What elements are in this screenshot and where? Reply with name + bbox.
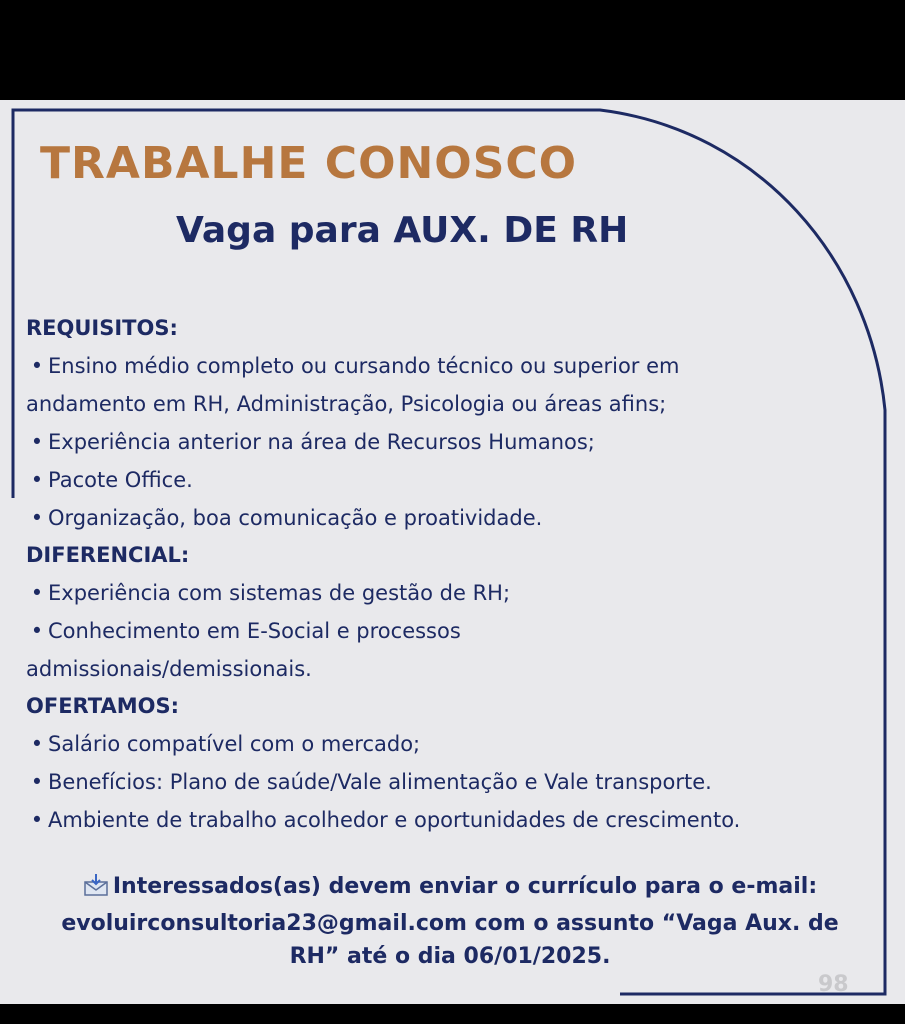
list-item-continuation: andamento em RH, Administração, Psicologia ou áreas afins;: [26, 392, 667, 416]
cta-line-2: evoluirconsultoria23@gmail.com com o assunto “Vaga Aux. de: [61, 911, 839, 936]
application-instructions: [10, 870, 890, 973]
bullet-icon: •: [30, 430, 44, 454]
bottom-black-bar: [0, 1004, 905, 1024]
bullet-icon: •: [30, 506, 44, 530]
section-heading-requisitos: REQUISITOS:: [26, 316, 178, 340]
bullet-icon: •: [30, 581, 44, 605]
list-item: • Experiência anterior na área de Recursos Humanos;: [26, 423, 856, 461]
bullet-icon: •: [30, 770, 44, 794]
page-number-watermark: 98: [818, 972, 849, 997]
cta-line-1: Interessados(as) devem enviar o currículo para o e-mail:: [10, 870, 890, 907]
list-item: • Ambiente de trabalho acolhedor e oportunidades de crescimento.: [26, 801, 856, 839]
section-heading-ofertamos: OFERTAMOS:: [26, 694, 179, 718]
list-item: • Experiência com sistemas de gestão de RH;: [26, 574, 856, 612]
bullet-icon: •: [30, 732, 44, 756]
job-details: [26, 310, 856, 839]
list-item-continuation: admissionais/demissionais.: [26, 657, 312, 681]
page-title: TRABALHE CONOSCO: [40, 138, 578, 189]
list-item: • Benefícios: Plano de saúde/Vale alimentação e Vale transporte.: [26, 763, 856, 801]
list-item: • Salário compatível com o mercado;: [26, 725, 856, 763]
list-item: • Pacote Office.: [26, 461, 856, 499]
bullet-icon: •: [30, 619, 44, 643]
bullet-icon: •: [30, 468, 44, 492]
list-item: • Conhecimento em E-Social e processos: [26, 612, 856, 650]
top-black-bar: [0, 0, 905, 100]
job-posting-card: [0, 100, 905, 1004]
job-subtitle: Vaga para AUX. DE RH: [176, 210, 629, 251]
section-heading-diferencial: DIFERENCIAL:: [26, 543, 190, 567]
list-item: • Organização, boa comunicação e proatividade.: [26, 499, 856, 537]
cta-line-3: RH” até o dia 06/01/2025.: [289, 944, 611, 969]
bullet-icon: •: [30, 354, 44, 378]
envelope-download-icon: [83, 873, 109, 907]
list-item: • Ensino médio completo ou cursando técnico ou superior em: [26, 347, 856, 385]
bullet-icon: •: [30, 808, 44, 832]
